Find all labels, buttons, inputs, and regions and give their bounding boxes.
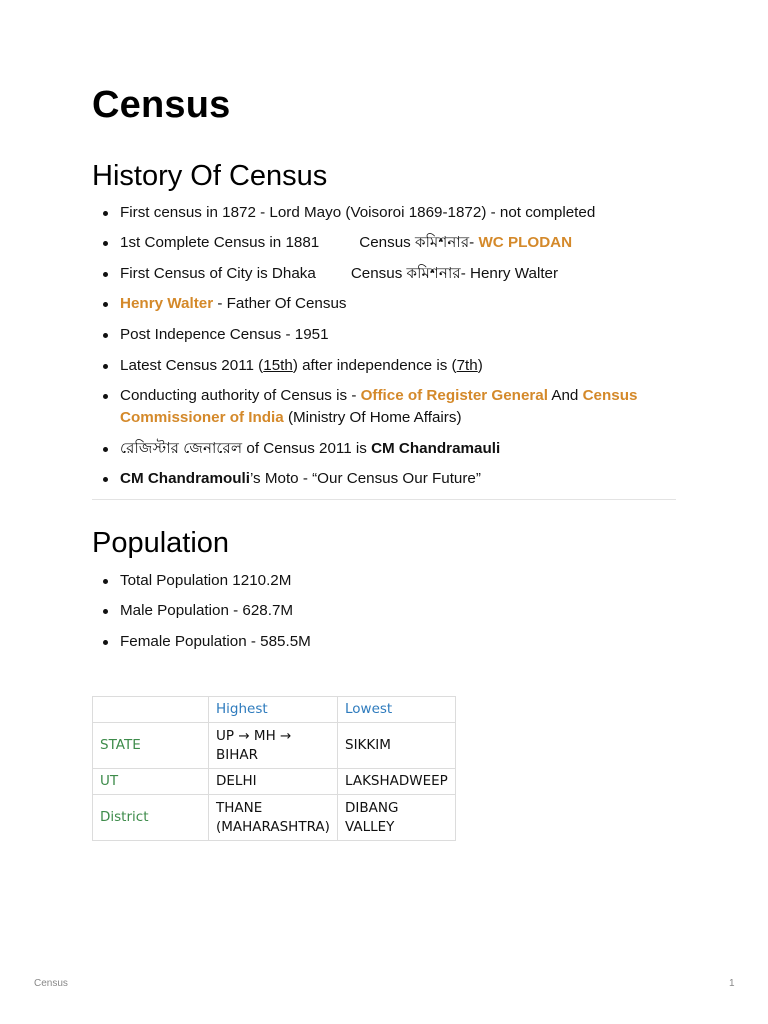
item-text: ’s Moto - “Our Census Our Future” (249, 470, 481, 487)
list-item (92, 600, 682, 622)
item-text: Conducting authority of Census is - (120, 387, 361, 404)
divider (92, 499, 676, 500)
list-item (92, 293, 682, 315)
item-text: Total Population 1210.2M (120, 572, 292, 589)
row-label: STATE (93, 723, 209, 769)
table-header (93, 697, 209, 723)
bold-text: CM Chandramouli (120, 470, 250, 487)
item-text: ) after independence is ( (292, 357, 457, 374)
list-item (92, 631, 682, 653)
item-text: Census কমিশনার- Henry Walter (350, 265, 559, 282)
row-label: District (93, 795, 209, 841)
table-cell: DELHI (209, 769, 338, 795)
footer-doc-title: Census (34, 978, 68, 989)
highlight-text: WC PLODAN (478, 234, 573, 251)
item-text: (Ministry Of Home Affairs) (283, 409, 462, 426)
list-item (92, 570, 682, 592)
list-item (92, 355, 682, 377)
item-text: রেজিস্টার জেনারেল of Census 2011 is (120, 440, 372, 457)
item-text: - Father Of Census (213, 295, 347, 312)
item-text: First Census of City is Dhaka (120, 265, 316, 282)
table-header-row (93, 697, 456, 723)
comparison-table (92, 696, 456, 841)
bold-text: CM Chandramauli (371, 440, 501, 457)
highlight-text: Office of Register General (360, 387, 548, 404)
item-text: Female Population - 585.5M (120, 633, 311, 650)
item-text: Latest Census 2011 ( (120, 357, 264, 374)
table-row (93, 795, 456, 841)
item-text: Male Population - 628.7M (120, 602, 294, 619)
list-item (92, 468, 682, 490)
item-text: Census কমিশনার- (359, 234, 479, 251)
underlined-text: 15th (263, 357, 293, 374)
table-cell: DIBANG VALLEY (338, 795, 456, 841)
list-item (92, 263, 682, 285)
page-title: Census (92, 84, 231, 126)
item-text: 1st Complete Census in 1881 (120, 234, 320, 251)
history-heading: History Of Census (92, 160, 328, 192)
highlight-text: Henry Walter (120, 295, 214, 312)
table-cell: UP → MH → BIHAR (209, 723, 338, 769)
table-cell: THANE (MAHARASHTRA) (209, 795, 338, 841)
list-item (92, 232, 682, 254)
list-item (92, 438, 682, 460)
highlight-text: Census Commissioner of India (120, 387, 638, 426)
table-row (93, 723, 456, 769)
list-item (92, 324, 682, 346)
item-text: First census in 1872 - Lord Mayo (Voisoroi 1869-1872) - not completed (120, 204, 596, 221)
table-cell: SIKKIM (338, 723, 456, 769)
item-text: ) (477, 357, 483, 374)
table-cell: LAKSHADWEEP (338, 769, 456, 795)
underlined-text: 7th (456, 357, 478, 374)
table-row (93, 769, 456, 795)
list-item (92, 202, 682, 224)
population-heading: Population (92, 527, 230, 559)
list-item (92, 385, 682, 429)
page-number: 1 (729, 978, 735, 989)
table-header: Highest (209, 697, 338, 723)
item-text: Post Indepence Census - 1951 (120, 326, 329, 343)
table-header: Lowest (338, 697, 456, 723)
row-label: UT (93, 769, 209, 795)
item-text: And (547, 387, 583, 404)
